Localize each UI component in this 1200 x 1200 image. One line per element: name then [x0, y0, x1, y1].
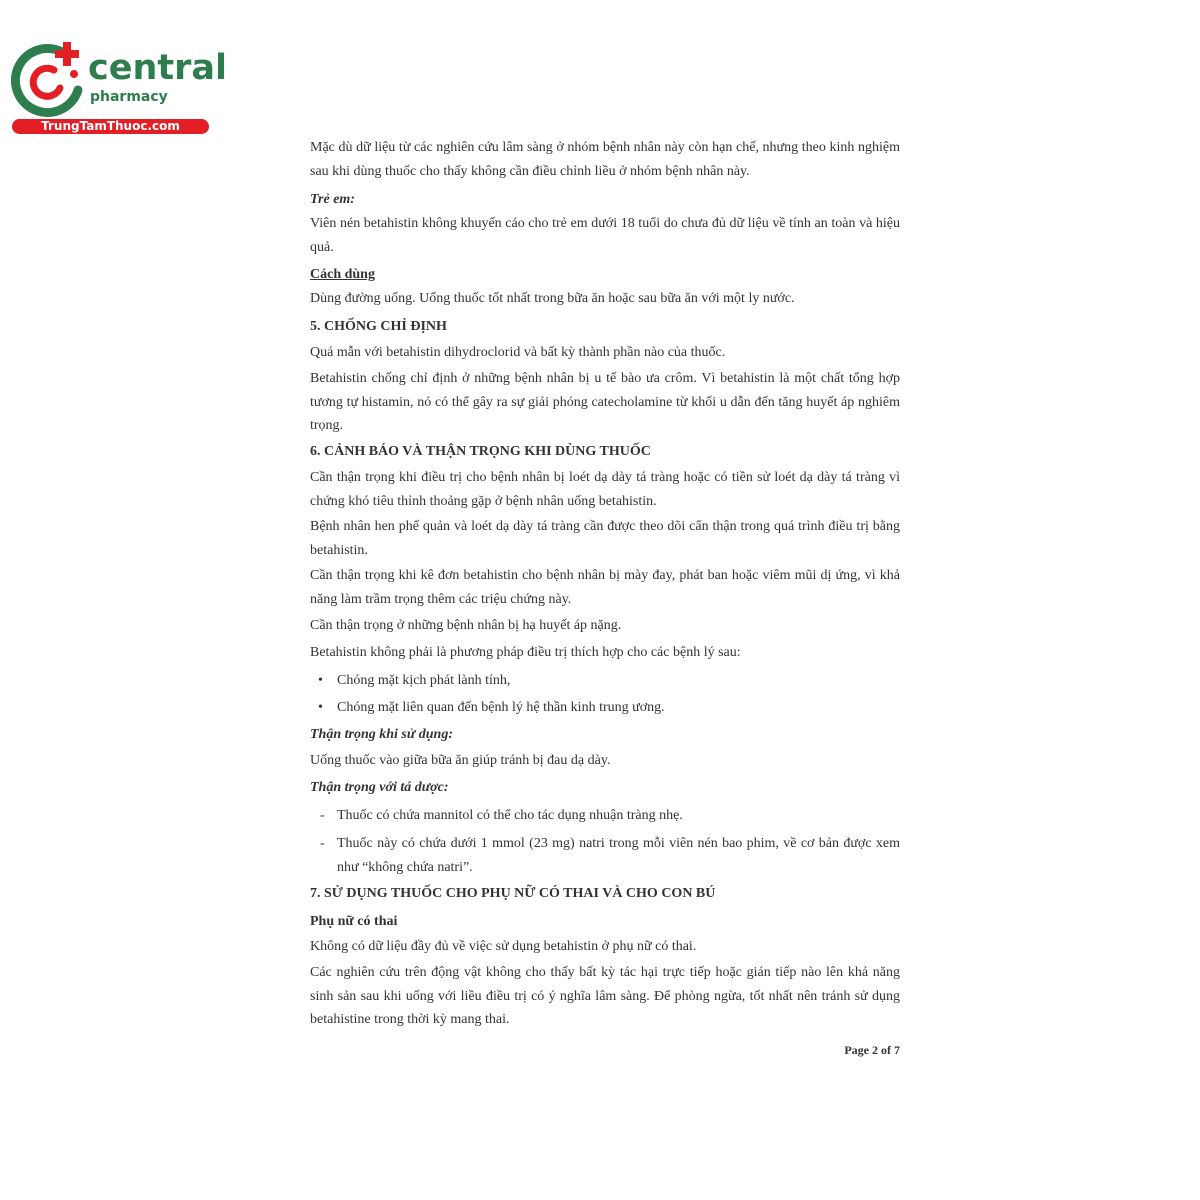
heading-children: Trẻ em:	[310, 192, 355, 207]
paragraph-s6-1: Cần thận trọng khi điều trị cho bệnh nhân bị loét dạ dày tá tràng hoặc có tiền sử loét dạ dày tá tràng vì chứng khó tiêu thỉnh thoảng gặp ở bệnh nhân uống betahistin.	[310, 470, 900, 509]
dash-icon: -	[320, 808, 325, 823]
bullet-icon: •	[318, 673, 323, 688]
heading-section-7: 7. SỬ DỤNG THUỐC CHO PHỤ NỮ CÓ THAI VÀ CHO CON BÚ	[310, 886, 716, 901]
logo-name: central	[88, 48, 228, 88]
paragraph-renal: Mặc dù dữ liệu từ các nghiên cứu lâm sàng ở nhóm bệnh nhân này còn hạn chế, nhưng theo kinh nghiệm sau khi dùng thuốc cho thấy không cần điều chỉnh liều ở nhóm bệnh nhân này.	[310, 140, 900, 179]
heading-caution-use: Thận trọng khi sử dụng:	[310, 727, 453, 742]
heading-caution-excipient: Thận trọng với tá dược:	[310, 780, 449, 795]
paragraph-pregnant-2: Các nghiên cứu trên động vật không cho thấy bất kỳ tác hại trực tiếp hoặc gián tiếp nào lên khả năng sinh sản sau khi uống với liều điều trị có ý nghĩa lâm sàng. Để phòng ngừa, tốt nhất nên tránh sử dụng betahistine trong thời kỳ mang thai.	[310, 965, 900, 1027]
paragraph-s6-3: Cần thận trọng khi kê đơn betahistin cho bệnh nhân bị mày đay, phát ban hoặc viêm mũi dị ứng, vì khả năng làm trầm trọng thêm các triệu chứng này.	[310, 568, 900, 607]
heading-section-6: 6. CẢNH BÁO VÀ THẬN TRỌNG KHI DÙNG THUỐC	[310, 444, 651, 459]
heading-section-5: 5. CHỐNG CHỈ ĐỊNH	[310, 319, 447, 334]
heading-usage: Cách dùng	[310, 267, 375, 282]
paragraph-s5-1: Quá mẫn với betahistin dihydroclorid và bất kỳ thành phần nào của thuốc.	[310, 345, 726, 360]
paragraph-s6-5: Betahistin không phải là phương pháp điều trị thích hợp cho các bệnh lý sau:	[310, 645, 741, 660]
paragraph-caution-use: Uống thuốc vào giữa bữa ăn giúp tránh bị đau dạ dày.	[310, 753, 611, 768]
paragraph-usage: Dùng đường uống. Uống thuốc tốt nhất trong bữa ăn hoặc sau bữa ăn với một ly nước.	[310, 291, 795, 306]
bullet-icon: •	[318, 700, 323, 715]
dash-icon: -	[320, 836, 325, 851]
paragraph-s6-2: Bệnh nhân hen phế quản và loét dạ dày tá tràng cần được theo dõi cẩn thận trong quá trình điều trị bằng betahistin.	[310, 519, 900, 558]
logo-badge: TrungTamThuoc.com	[12, 119, 209, 134]
paragraph-s6-4: Cần thận trọng ở những bệnh nhân bị hạ huyết áp nặng.	[310, 618, 622, 633]
logo-sub: pharmacy	[90, 89, 168, 105]
paragraph-pregnant-1: Không có dữ liệu đầy đủ về việc sử dụng betahistin ở phụ nữ có thai.	[310, 939, 697, 954]
heading-pregnant: Phụ nữ có thai	[310, 914, 398, 929]
page-number: Page 2 of 7	[844, 1043, 900, 1057]
paragraph-children: Viên nén betahistin không khuyến cáo cho trẻ em dưới 18 tuổi do chưa đủ dữ liệu về tính an toàn và hiệu quả.	[310, 216, 900, 255]
paragraph-s5-2: Betahistin chống chỉ định ở những bệnh nhân bị u tế bào ưa crôm. Vì betahistin là một chất tổng hợp tương tự histamin, nó có thể gây ra sự giải phóng catecholamine từ khối u dẫn đến tăng huyết áp nghiêm trọng.	[310, 371, 900, 433]
